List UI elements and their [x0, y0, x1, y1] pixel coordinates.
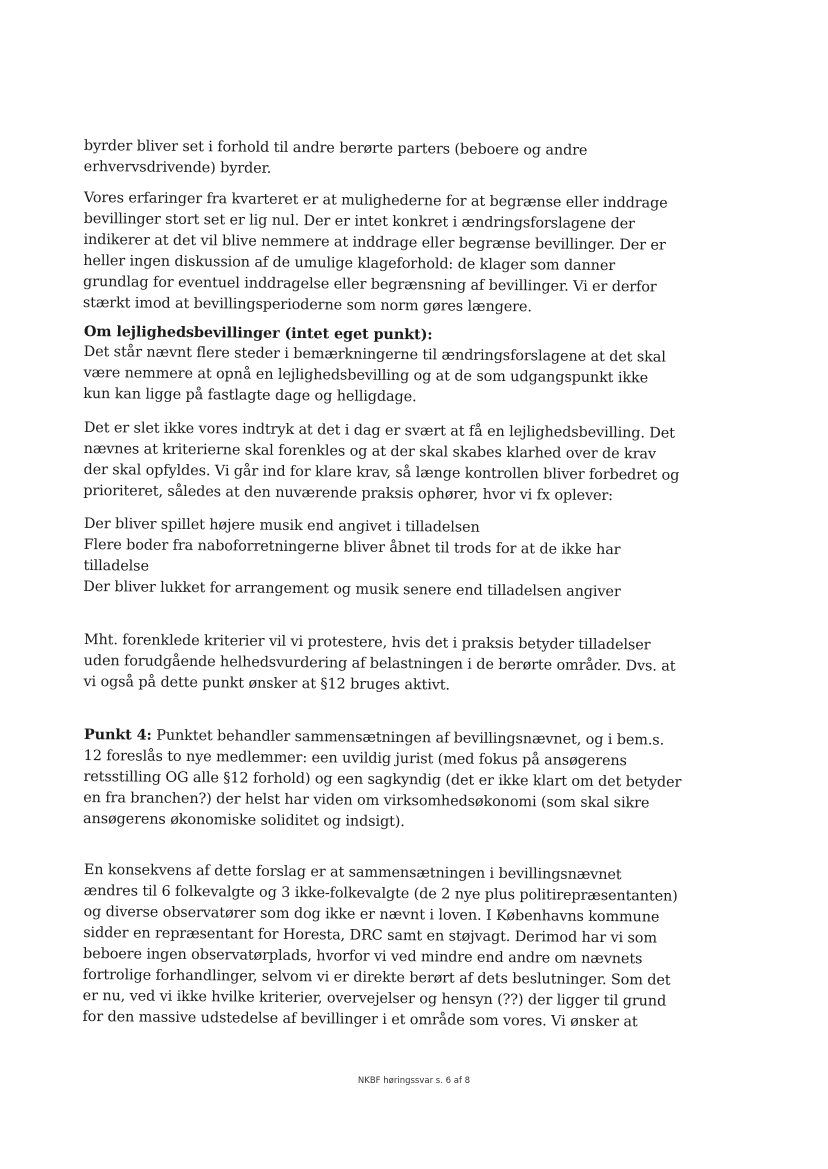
text-line: indikerer at det vil blive nemmere at inddrage eller begrænse bevillinger. Der er — [83, 231, 666, 254]
text-line: er nu, ved vi ikke hvilke kriterier, overvejelser og hensyn (??) der ligger til grund — [82, 987, 667, 1010]
list-item: Flere boder fra naboforretningerne bliver åbnet til trods for at de ikke har — [83, 536, 621, 559]
page-footer: NKBF høringssvar s. 6 af 8 — [357, 1076, 471, 1086]
text-line: retsstilling OG alle §12 forhold) og een sagkyndig (det er ikke klart om det betyder — [83, 768, 682, 791]
paragraph-5 — [83, 630, 694, 699]
paragraph-4 — [83, 418, 694, 508]
text-line: bevillinger stort set er lig nul. Der er intet konkret i ændringsforslagene der — [83, 210, 635, 233]
paragraph-1 — [84, 136, 694, 184]
text-line: nævnes at kriterierne skal forenkles og at der skal skabes klarhed over de krav — [83, 440, 657, 463]
list-item: Der bliver lukket for arrangement og musik senere end tilladelsen angiver — [83, 578, 621, 601]
text-line: kun kan ligge på fastlagte dage og helligdage. — [83, 385, 417, 406]
text-line: byrder bliver set i forhold til andre berørte parters (beboere og andre — [83, 137, 588, 159]
paragraph-7 — [82, 860, 694, 1034]
text-line: beboere ingen observatørplads, hvorfor vi ved mindre end andre om nævnets — [83, 945, 643, 968]
text-line: og diverse observatører som dog ikke er nævnt i loven. I Københavns kommune — [83, 903, 660, 926]
text-line: uden forudgående helhedsvurdering af belastningen i de berørte områder. Dvs. at — [83, 652, 676, 675]
text-line: Mht. forenklede kriterier vil vi protestere, hvis det i praksis betyder tilladelser — [83, 631, 651, 654]
text-line: en fra branchen?) der helst har viden om virksomhedsøkonomi (som skal sikre — [83, 789, 650, 812]
text-line: En konsekvens af dette forslag er at sammensætningen i bevillingsnævnet — [83, 861, 622, 884]
example-list — [83, 514, 694, 604]
paragraph-3 — [83, 321, 694, 411]
section-heading: Om lejlighedsbevillinger (intet eget punkt): — [83, 322, 433, 344]
text-line: ændres til 6 folkevalgte og 3 ikke-folkevalgte (de 2 nye plus politirepræsentanten) — [83, 882, 678, 905]
paragraph-6 — [83, 724, 694, 836]
text-line: Det er slet ikke vores indtryk at det i dag er svært at få en lejlighedsbevilling. Det — [83, 419, 675, 442]
text-line: fortrolige forhandlinger, selvom vi er direkte berørt af dets beslutninger. Som det — [82, 966, 671, 989]
text-line: grundlag for eventuel inddragelse eller begrænsning af bevillinger. Vi er derfor — [83, 273, 657, 296]
paragraph-2 — [83, 188, 694, 320]
text-line: være nemmere at opnå en lejlighedsbevilling og at de som udgangspunkt ikke — [83, 364, 649, 387]
text-line: prioriteret, således at den nuværende praksis ophører, hvor vi fx oplever: — [83, 482, 614, 505]
text-line: for den massive udstedelse af bevillinger i et område som vores. Vi ønsker at — [82, 1008, 638, 1031]
punkt-label: Punkt 4: — [83, 725, 152, 744]
text-line: erhvervsdrivende) byrder. — [83, 158, 272, 177]
list-item: Der bliver spillet højere musik end angivet i tilladelsen — [83, 515, 480, 536]
text-line: heller ingen diskussion af de umulige klageforhold: de klager som danner — [83, 252, 616, 275]
text-line: vi også på dette punkt ønsker at §12 bruges aktivt. — [83, 673, 451, 694]
text-line: Vores erfaringer fra kvarteret er at mulighederne for at begrænse eller inddrage — [83, 189, 668, 212]
text-line: der skal opfyldes. Vi går ind for klare krav, så længe kontrollen bliver forbedret og — [83, 461, 680, 484]
text-line: Det står nævnt flere steder i bemærkningerne til ændringsforslagene at det skal — [83, 343, 666, 366]
text-line: sidder en repræsentant for Horesta, DRC samt en støjvagt. Derimod har vi som — [83, 924, 657, 947]
text-line: stærkt imod at bevillingsperioderne som norm gøres længere. — [82, 294, 532, 316]
text-line-rest: Punktet behandler sammensætningen af bevillingsnævnet, og i bem.s. — [151, 727, 665, 749]
text-line: 12 foreslås to nye medlemmer: een uvildig jurist (med fokus på ansøgerens — [83, 747, 627, 770]
list-item: tilladelse — [83, 557, 149, 575]
text-line: ansøgerens økonomiske soliditet og indsigt). — [83, 810, 405, 831]
